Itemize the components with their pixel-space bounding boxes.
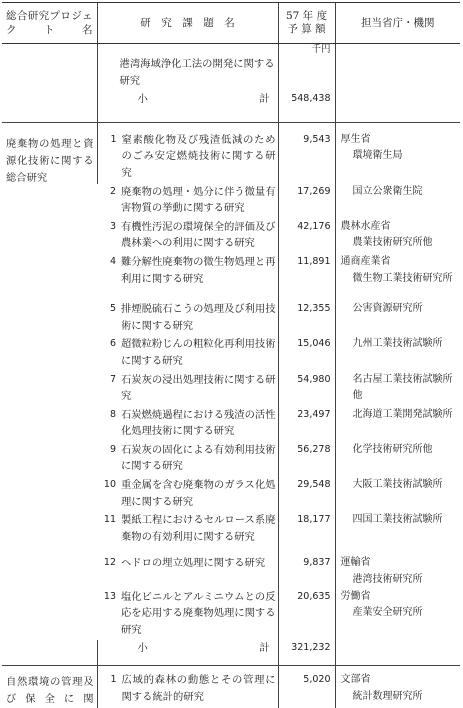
- item-amount: 9,543: [279, 132, 335, 149]
- subtotal-label-b: 計: [259, 640, 269, 657]
- item-title: 廃棄物の処理・処分に伴う微量有害物質の挙動に関する研究: [121, 184, 276, 217]
- item-amount: 17,269: [279, 184, 335, 201]
- item-title: 広域的森林の動態とその管理に関する統計的研究: [122, 672, 276, 705]
- subtotal-label-b: 計: [259, 91, 269, 108]
- item-amount: 12,355: [279, 301, 335, 318]
- subtotal-value: 548,438: [278, 91, 335, 122]
- header-row: [2, 3, 460, 44]
- item-number: 13: [100, 589, 121, 639]
- item-title: 重金属を含む廃棄物のガラス化処理に関する研究: [121, 477, 276, 510]
- agency-sub: 農業技術研究所他: [341, 235, 461, 252]
- item-amount: 5,020: [279, 672, 335, 689]
- item-number: 1: [101, 132, 122, 182]
- agency-name: 大阪工業技術試験所: [341, 477, 461, 494]
- agency-name: 通商産業省: [341, 256, 391, 267]
- item-amount: 29,548: [279, 477, 335, 494]
- item-number: 1: [101, 672, 122, 705]
- item-number: 12: [100, 555, 121, 572]
- item-title: 製紙工程におけるセルロース系廃棄物の有効利用に関する研究: [121, 512, 276, 545]
- item-amount: 9,837: [279, 555, 335, 572]
- item-title: 窒素酸化物及び残渣低減のためのごみ安定燃焼技術に関する研究: [122, 132, 276, 182]
- unit-label: 千円: [279, 44, 335, 56]
- agency-name: 九州工業技術試験所: [341, 336, 461, 353]
- item-amount: 23,497: [279, 407, 335, 424]
- subtotal-label-a: 小: [138, 640, 148, 657]
- header-project: 総合研究プロジェクト名: [2, 3, 97, 44]
- agency-name: 国立公衆衛生院: [341, 184, 461, 201]
- item-number: 2: [100, 184, 121, 217]
- item-title: 石炭燃焼過程における残渣の活性化処理技術に関する研究: [121, 407, 276, 440]
- item-number: 3: [100, 219, 121, 252]
- item-title: 石炭灰の浸出処理技術に関する研究: [121, 372, 276, 405]
- item-amount: 15,046: [279, 336, 335, 353]
- item-number: 7: [100, 372, 121, 405]
- agency-name: 農林水産省: [341, 221, 391, 232]
- item-title: 超微粒粉じんの粗粒化再利用技術に関する研究: [121, 336, 276, 369]
- agency-sub: 産業安全研究所: [341, 605, 461, 622]
- item-number: 10: [100, 477, 121, 510]
- header-topic: 研 究 課 題 名: [97, 3, 278, 44]
- research-budget-table: [2, 2, 460, 708]
- item-title: ヘドロの埋立処理に関する研究: [121, 555, 276, 572]
- agency-sub: 微生物工業技術研究所: [341, 271, 461, 288]
- item-amount: 56,278: [279, 442, 335, 459]
- subtotal-row: [2, 91, 460, 122]
- item-number: 11: [100, 512, 121, 545]
- item-amount: 18,177: [279, 512, 335, 529]
- header-agency: 担当省庁・機関: [335, 3, 460, 44]
- item-title: 石炭灰の固化による有効利用技術に関する研究: [121, 442, 276, 475]
- project-name: 自然環境の管理及び保全に関: [2, 672, 97, 708]
- agency-name: 名古屋工業技術試験所他: [341, 372, 461, 405]
- table-row: [2, 44, 460, 92]
- subtotal-value: 321,232: [278, 640, 335, 665]
- subtotal-label-a: 小: [138, 91, 148, 108]
- agency-name: 公害資源研究所: [341, 301, 461, 318]
- item-number: 6: [100, 336, 121, 369]
- item-title: 塩化ビニルとアルミニウムとの反応を応用する廃棄物処理に関する研究: [121, 589, 276, 639]
- agency-name: 労働省: [341, 591, 371, 602]
- item-amount: 54,980: [279, 372, 335, 389]
- item-title: 有機性汚泥の環境保全的評価及び農林業への利用に関する研究: [121, 219, 276, 252]
- continued-title: 港湾海域浄化工法の開発に関する研究: [98, 56, 278, 91]
- item-number: 4: [100, 254, 121, 287]
- item-amount: 11,891: [279, 254, 335, 271]
- item-title: 難分解性廃棄物の微生物処理と再利用に関する研究: [121, 254, 276, 287]
- agency-name: 運輸省: [341, 557, 371, 568]
- agency-name: 厚生省: [341, 134, 371, 145]
- agency-sub: 統計数理研究所: [341, 689, 461, 706]
- item-number: 9: [100, 442, 121, 475]
- agency-sub: 環境衛生局: [341, 148, 461, 165]
- agency-name: 文部省: [341, 674, 371, 685]
- item-amount: 20,635: [279, 589, 335, 606]
- agency-name: 化学技術研究所他: [341, 442, 461, 459]
- header-budget: 57 年 度 予 算 額: [278, 3, 335, 44]
- item-number: 8: [100, 407, 121, 440]
- agency-name: 四国工業技術試験所: [341, 512, 461, 529]
- agency-name: 北海道工業開発試験所: [341, 407, 461, 424]
- project-name: 廃棄物の処理と資源化技術に関する総合研究: [2, 134, 97, 187]
- table-row: [2, 122, 460, 183]
- item-title: 排煙脱硫石こうの処理及び利用技術に関する研究: [121, 301, 276, 334]
- item-number: 5: [100, 301, 121, 334]
- agency-sub: 港湾技術研究所: [341, 572, 461, 589]
- item-amount: 42,176: [279, 219, 335, 236]
- table-row: [2, 666, 460, 708]
- subtotal-row: [2, 640, 460, 665]
